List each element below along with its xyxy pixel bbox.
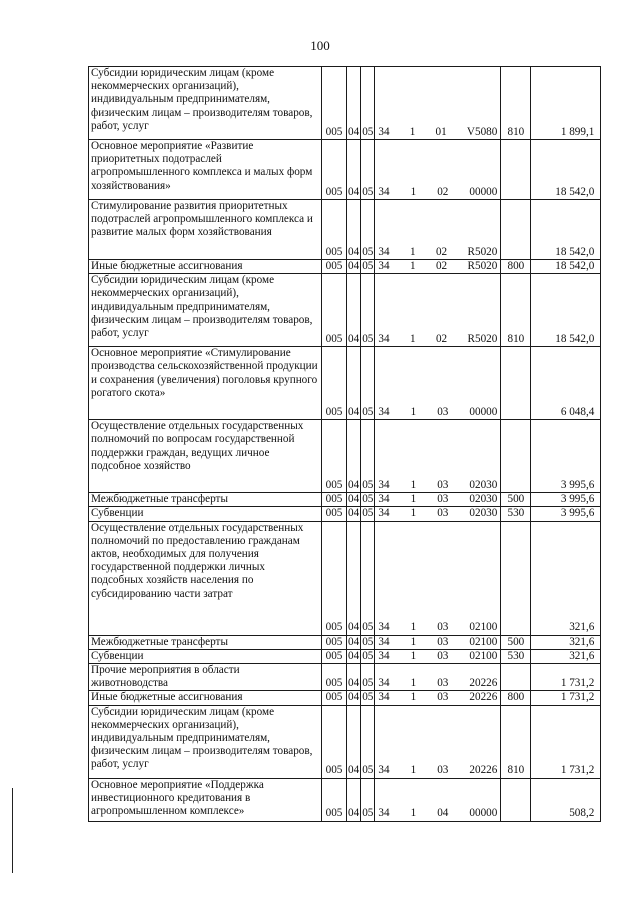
code-parts bbox=[378, 186, 497, 199]
code-parts bbox=[378, 479, 497, 492]
section-code: 04 bbox=[347, 347, 361, 420]
subsection-code: 05 bbox=[361, 140, 375, 200]
code-part: 02 bbox=[435, 260, 448, 272]
amount: 3 995,6 bbox=[531, 493, 601, 507]
target-article-code bbox=[375, 705, 501, 778]
table-row bbox=[89, 521, 601, 635]
code-parts bbox=[378, 333, 497, 346]
ministry-code: 005 bbox=[322, 635, 347, 649]
amount: 508,2 bbox=[531, 778, 601, 821]
table-row bbox=[89, 420, 601, 493]
subsection-code: 05 bbox=[361, 778, 375, 821]
code-part: 02030 bbox=[469, 493, 498, 506]
section-code: 04 bbox=[348, 649, 360, 662]
amount: 18 542,0 bbox=[531, 274, 601, 347]
amount: 18 542,0 bbox=[531, 140, 601, 200]
target-article-code bbox=[375, 420, 501, 493]
code-parts bbox=[378, 650, 497, 663]
amount: 6 048,4 bbox=[531, 347, 601, 420]
amount: 1 899,1 bbox=[531, 67, 601, 140]
section-code: 04 bbox=[348, 493, 360, 506]
row-name: Субвенции bbox=[89, 507, 322, 521]
code-part: 02100 bbox=[469, 635, 498, 648]
code-parts bbox=[378, 406, 497, 419]
code-part: 34 bbox=[378, 185, 390, 198]
code-part: 20226 bbox=[469, 677, 498, 690]
code-part: 01 bbox=[435, 125, 447, 138]
amount: 321,6 bbox=[531, 521, 601, 635]
code-part: 34 bbox=[378, 649, 390, 662]
expense-type-code: 800 bbox=[501, 260, 531, 274]
expense-type-code bbox=[501, 200, 531, 260]
subsection-code: 05 bbox=[361, 200, 375, 260]
code-part: 1 bbox=[409, 245, 416, 258]
subsection-code: 05 bbox=[361, 67, 375, 140]
amount: 1 731,2 bbox=[531, 691, 601, 705]
subsection-code: 05 bbox=[361, 664, 375, 691]
target-article-code bbox=[375, 691, 501, 705]
code-part: 1 bbox=[409, 125, 416, 138]
ministry-code: 005 bbox=[322, 274, 347, 347]
ministry-code: 005 bbox=[322, 493, 347, 507]
code-part: 34 bbox=[378, 333, 390, 345]
expense-type-code: 810 bbox=[501, 274, 531, 347]
subsection-code: 05 bbox=[361, 420, 375, 493]
section-code: 04 bbox=[347, 274, 361, 347]
expense-type-code: 500 bbox=[501, 635, 531, 649]
target-article-code bbox=[375, 260, 501, 274]
code-part: 34 bbox=[378, 621, 390, 634]
table-row bbox=[89, 347, 601, 420]
code-part: 03 bbox=[437, 479, 449, 491]
table-row bbox=[89, 705, 601, 778]
subsection-code: 05 bbox=[362, 493, 374, 506]
page-number: 100 bbox=[310, 38, 330, 53]
section-code: 04 bbox=[347, 521, 361, 635]
code-part: 03 bbox=[437, 406, 449, 418]
code-part: 02 bbox=[435, 333, 448, 345]
code-parts bbox=[378, 807, 497, 820]
expense-type-code bbox=[501, 420, 531, 493]
code-part: 1 bbox=[410, 406, 417, 418]
scan-margin-line bbox=[12, 788, 13, 873]
row-name: Основное мероприятие «Поддержка инвестиционного кредитования в агропромышленном комплексе» bbox=[89, 778, 322, 821]
target-article-code bbox=[375, 274, 501, 347]
ministry-code: 005 bbox=[322, 664, 347, 691]
code-part: 34 bbox=[378, 507, 390, 520]
section-code: 04 bbox=[347, 705, 361, 778]
code-part: 03 bbox=[437, 493, 449, 506]
section-code: 04 bbox=[347, 778, 361, 821]
code-part: 1 bbox=[410, 479, 417, 491]
target-article-code bbox=[375, 778, 501, 821]
ministry-code: 005 bbox=[322, 200, 347, 260]
amount: 18 542,0 bbox=[531, 260, 601, 274]
table-row bbox=[89, 691, 601, 705]
code-part: 34 bbox=[378, 635, 390, 648]
code-part: 1 bbox=[409, 260, 416, 272]
table-row bbox=[89, 140, 601, 200]
table-row bbox=[89, 778, 601, 821]
table-row bbox=[89, 493, 601, 507]
code-part: 34 bbox=[378, 807, 390, 820]
code-part: 34 bbox=[378, 677, 390, 690]
code-part: R5020 bbox=[467, 333, 498, 345]
amount: 1 731,2 bbox=[531, 664, 601, 691]
code-parts bbox=[378, 126, 497, 139]
subsection-code: 05 bbox=[361, 521, 375, 635]
target-article-code bbox=[375, 140, 501, 200]
code-part: 20226 bbox=[469, 691, 498, 704]
code-part: 04 bbox=[437, 807, 449, 820]
expense-type-code: 800 bbox=[501, 691, 531, 705]
table-row bbox=[89, 260, 601, 274]
row-name: Субвенции bbox=[89, 649, 322, 663]
code-part: 03 bbox=[437, 621, 449, 634]
section-code: 04 bbox=[348, 691, 360, 704]
code-part: 02100 bbox=[469, 649, 498, 662]
section-code: 04 bbox=[348, 260, 360, 272]
amount: 18 542,0 bbox=[531, 200, 601, 260]
code-part: 34 bbox=[378, 764, 390, 777]
target-article-code bbox=[375, 649, 501, 663]
target-article-code bbox=[375, 521, 501, 635]
table-row bbox=[89, 67, 601, 140]
code-part: 03 bbox=[437, 635, 449, 648]
code-parts bbox=[378, 636, 497, 649]
code-part: 34 bbox=[378, 691, 390, 704]
table-body bbox=[89, 67, 601, 822]
code-part: 02030 bbox=[469, 479, 498, 491]
code-part: 20226 bbox=[469, 764, 498, 777]
budget-table bbox=[88, 66, 601, 822]
code-part: 02030 bbox=[469, 507, 498, 520]
section-code: 04 bbox=[347, 420, 361, 493]
code-part: R5020 bbox=[467, 260, 498, 272]
table-row bbox=[89, 507, 601, 521]
code-parts bbox=[378, 677, 497, 690]
expense-type-code: 500 bbox=[501, 493, 531, 507]
table-row bbox=[89, 200, 601, 260]
expense-type-code bbox=[501, 347, 531, 420]
ministry-code: 005 bbox=[322, 691, 347, 705]
code-part: R5020 bbox=[467, 245, 498, 258]
code-part: 34 bbox=[378, 245, 390, 258]
code-parts bbox=[378, 691, 497, 704]
row-name: Субсидии юридическим лицам (кроме некоммерческих организаций), индивидуальным предпринимателям, физическим лицам – производителям товаров, работ, услуг bbox=[89, 705, 322, 778]
expense-type-code: 530 bbox=[501, 507, 531, 521]
ministry-code: 005 bbox=[322, 260, 347, 274]
code-part: 02 bbox=[437, 185, 449, 198]
code-part: 00000 bbox=[469, 185, 498, 198]
ministry-code: 005 bbox=[322, 521, 347, 635]
code-part: 1 bbox=[410, 635, 417, 648]
row-name: Субсидии юридическим лицам (кроме некоммерческих организаций), индивидуальным предпринимателям, физическим лицам – производителям товаров, работ, услуг bbox=[89, 67, 322, 140]
row-name: Прочие мероприятия в области животноводства bbox=[89, 664, 322, 691]
row-name: Межбюджетные трансферты bbox=[89, 635, 322, 649]
target-article-code bbox=[375, 347, 501, 420]
ministry-code: 005 bbox=[322, 705, 347, 778]
ministry-code: 005 bbox=[322, 649, 347, 663]
section-code: 04 bbox=[347, 664, 361, 691]
row-name: Иные бюджетные ассигнования bbox=[89, 691, 322, 705]
subsection-code: 05 bbox=[362, 635, 374, 648]
amount: 321,6 bbox=[531, 635, 601, 649]
code-part: 02100 bbox=[469, 621, 498, 634]
code-part: 1 bbox=[409, 333, 416, 345]
subsection-code: 05 bbox=[362, 507, 374, 520]
code-part: 1 bbox=[410, 185, 417, 198]
ministry-code: 005 bbox=[322, 778, 347, 821]
code-part: 34 bbox=[378, 260, 390, 272]
row-name: Иные бюджетные ассигнования bbox=[89, 260, 322, 274]
code-part: 1 bbox=[410, 507, 417, 520]
code-part: 02 bbox=[435, 245, 448, 258]
code-part: 34 bbox=[378, 406, 390, 418]
target-article-code bbox=[375, 200, 501, 260]
target-article-code bbox=[375, 67, 501, 140]
expense-type-code: 810 bbox=[501, 705, 531, 778]
subsection-code: 05 bbox=[361, 705, 375, 778]
expense-type-code bbox=[501, 778, 531, 821]
table-row bbox=[89, 635, 601, 649]
table-row bbox=[89, 274, 601, 347]
amount: 321,6 bbox=[531, 649, 601, 663]
section-code: 04 bbox=[348, 507, 360, 520]
ministry-code: 005 bbox=[322, 507, 347, 521]
expense-type-code: 810 bbox=[501, 67, 531, 140]
code-part: 34 bbox=[378, 479, 390, 491]
code-part: 03 bbox=[437, 677, 449, 690]
table-row bbox=[89, 664, 601, 691]
target-article-code bbox=[375, 507, 501, 521]
code-part: 00000 bbox=[469, 406, 498, 418]
subsection-code: 05 bbox=[361, 274, 375, 347]
code-part: 00000 bbox=[469, 807, 498, 820]
amount: 1 731,2 bbox=[531, 705, 601, 778]
code-part: 1 bbox=[410, 649, 417, 662]
code-part: 1 bbox=[410, 691, 417, 704]
code-part: 34 bbox=[378, 493, 390, 506]
expense-type-code: 530 bbox=[501, 649, 531, 663]
ministry-code: 005 bbox=[322, 347, 347, 420]
ministry-code: 005 bbox=[322, 67, 347, 140]
section-code: 04 bbox=[348, 635, 360, 648]
row-name: Осуществление отдельных государственных полномочий по предоставлению гражданам актов, необходимых для получения государственной поддержки личных подсобных хозяйств населения по субсидированию части затрат bbox=[89, 521, 322, 635]
code-part: 03 bbox=[437, 691, 449, 704]
ministry-code: 005 bbox=[322, 140, 347, 200]
code-part: 1 bbox=[410, 621, 417, 634]
subsection-code: 05 bbox=[361, 347, 375, 420]
subsection-code: 05 bbox=[362, 691, 374, 704]
section-code: 04 bbox=[347, 200, 361, 260]
row-name: Осуществление отдельных государственных полномочий по вопросам государственной поддержки граждан, ведущих личное подсобное хозяйство bbox=[89, 420, 322, 493]
code-parts bbox=[378, 260, 497, 273]
amount: 3 995,6 bbox=[531, 507, 601, 521]
section-code: 04 bbox=[347, 67, 361, 140]
code-part: 03 bbox=[437, 649, 449, 662]
table-row bbox=[89, 649, 601, 663]
code-part: 1 bbox=[410, 677, 417, 690]
target-article-code bbox=[375, 635, 501, 649]
expense-type-code bbox=[501, 140, 531, 200]
expense-type-code bbox=[501, 521, 531, 635]
row-name: Основное мероприятие «Стимулирование производства сельскохозяйственной продукции и сохранения (увеличения) поголовья крупного рогатого скота» bbox=[89, 347, 322, 420]
code-part: 1 bbox=[410, 493, 417, 506]
subsection-code: 05 bbox=[362, 260, 374, 272]
row-name: Стимулирование развития приоритетных подотраслей агропромышленного комплекса и развитие малых форм хозяйствования bbox=[89, 200, 322, 260]
code-parts bbox=[378, 764, 497, 777]
target-article-code bbox=[375, 664, 501, 691]
code-parts bbox=[378, 493, 497, 506]
code-part: 1 bbox=[410, 807, 417, 820]
code-parts bbox=[378, 621, 497, 634]
amount: 3 995,6 bbox=[531, 420, 601, 493]
code-parts bbox=[378, 507, 497, 520]
subsection-code: 05 bbox=[362, 649, 374, 662]
code-part: 03 bbox=[437, 507, 449, 520]
code-part: 03 bbox=[437, 764, 449, 777]
target-article-code bbox=[375, 493, 501, 507]
code-part: V5080 bbox=[466, 125, 498, 138]
row-name: Основное мероприятие «Развитие приоритетных подотраслей агропромышленного комплекса и малых форм хозяйствования» bbox=[89, 140, 322, 200]
ministry-code: 005 bbox=[322, 420, 347, 493]
code-part: 34 bbox=[378, 125, 390, 138]
code-parts bbox=[378, 246, 497, 259]
row-name: Субсидии юридическим лицам (кроме некоммерческих организаций), индивидуальным предпринимателям, физическим лицам – производителям товаров, работ, услуг bbox=[89, 274, 322, 347]
section-code: 04 bbox=[347, 140, 361, 200]
code-part: 1 bbox=[410, 764, 417, 777]
expense-type-code bbox=[501, 664, 531, 691]
row-name: Межбюджетные трансферты bbox=[89, 493, 322, 507]
